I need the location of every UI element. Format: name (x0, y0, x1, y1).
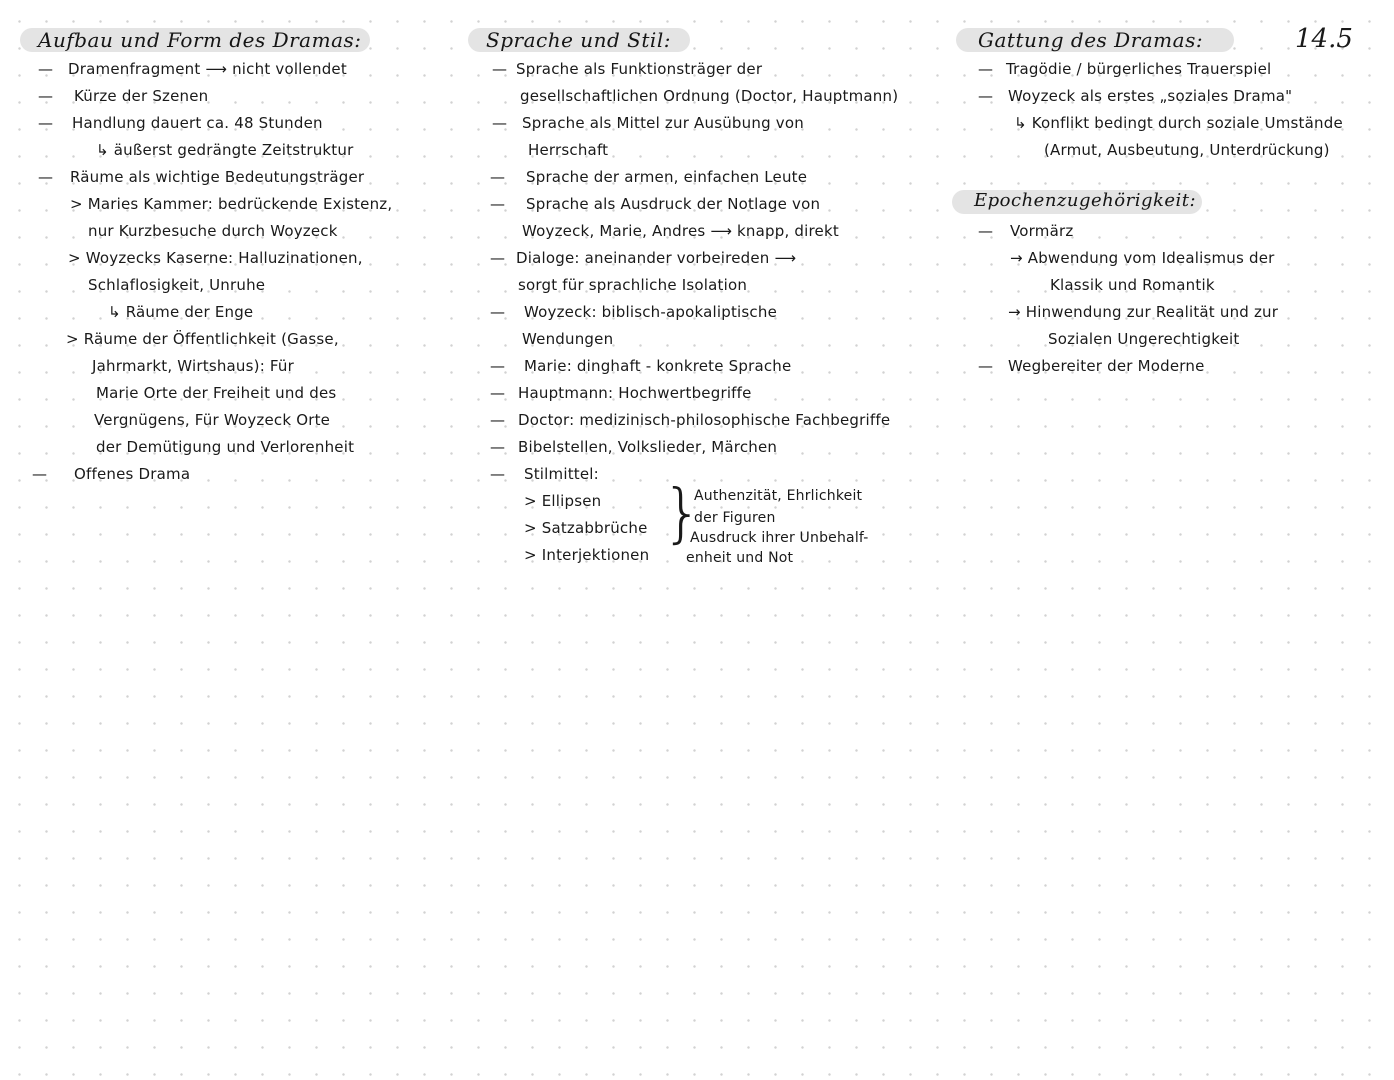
note-line: Sozialen Ungerechtigkeit (1048, 330, 1240, 348)
bullet-dash: — (490, 168, 505, 186)
note-line: > Ellipsen (524, 492, 602, 510)
note-line: Sprache der armen, einfachen Leute (526, 168, 808, 186)
note-line: > Räume der Öffentlichkeit (Gasse, (66, 330, 339, 348)
note-line: Bibelstellen, Volkslieder, Märchen (518, 438, 778, 456)
bullet-dash: — (490, 249, 505, 267)
brace-note-line: Ausdruck ihrer Unbehalf- (690, 530, 869, 546)
bullet-dash: — (490, 438, 505, 456)
note-line: > Interjektionen (524, 546, 650, 564)
bullet-dash: — (978, 60, 993, 78)
note-line: Woyzeck als erstes „soziales Drama" (1008, 87, 1293, 105)
note-line: → Hinwendung zur Realität und zur (1008, 303, 1279, 321)
note-line: ↳ äußerst gedrängte Zeitstruktur (96, 141, 354, 159)
note-line: Doctor: medizinisch-philosophische Fachbegriffe (518, 411, 891, 429)
bullet-dash: — (38, 60, 53, 78)
note-line: Dramenfragment ⟶ nicht vollendet (68, 60, 347, 78)
bullet-dash: — (978, 87, 993, 105)
bullet-dash: — (490, 384, 505, 402)
note-line: Dialoge: aneinander vorbeireden ⟶ (516, 249, 797, 267)
note-line: Offenes Drama (74, 465, 191, 483)
note-line: → Abwendung vom Idealismus der (1010, 249, 1275, 267)
note-line: > Satzabbrüche (524, 519, 648, 537)
note-line: Marie: dinghaft - konkrete Sprache (524, 357, 792, 375)
page-number: 14.5 (1295, 24, 1353, 54)
note-line: Handlung dauert ca. 48 Stunden (72, 114, 323, 132)
note-line: ↳ Konflikt bedingt durch soziale Umstände (1014, 114, 1343, 132)
note-line: sorgt für sprachliche Isolation (518, 276, 748, 294)
note-line: der Demütigung und Verlorenheit (96, 438, 355, 456)
bullet-dash: — (490, 411, 505, 429)
bullet-dash: — (38, 114, 53, 132)
bullet-dash: — (492, 114, 507, 132)
note-line: > Woyzecks Kaserne: Halluzinationen, (68, 249, 363, 267)
note-line: Tragödie / bürgerliches Trauerspiel (1006, 60, 1272, 78)
brace-note-line: der Figuren (694, 510, 776, 526)
note-line: Vormärz (1010, 222, 1074, 240)
brace-note-line: Authenzität, Ehrlichkeit (694, 488, 863, 504)
bullet-dash: — (38, 168, 53, 186)
bullet-dash: — (978, 357, 993, 375)
bullet-dash: — (38, 87, 53, 105)
note-line: Kürze der Szenen (74, 87, 209, 105)
note-line: Sprache als Ausdruck der Notlage von (526, 195, 821, 213)
brace-note-line: enheit und Not (686, 550, 794, 566)
note-line: Sprache als Funktionsträger der (516, 60, 763, 78)
note-line: Klassik und Romantik (1050, 276, 1215, 294)
bullet-dash: — (32, 465, 47, 483)
note-line: Räume als wichtige Bedeutungsträger (70, 168, 365, 186)
note-line: Hauptmann: Hochwertbegriffe (518, 384, 752, 402)
bullet-dash: — (492, 60, 507, 78)
heading-epoche: Epochenzugehörigkeit: (974, 190, 1197, 211)
bullet-dash: — (490, 465, 505, 483)
note-line: Woyzeck: biblisch-apokaliptische (524, 303, 777, 321)
note-line: Vergnügens, Für Woyzeck Orte (94, 411, 331, 429)
note-line: Schlaflosigkeit, Unruhe (88, 276, 266, 294)
note-line: Wegbereiter der Moderne (1008, 357, 1205, 375)
bullet-dash: — (490, 357, 505, 375)
bullet-dash: — (490, 195, 505, 213)
note-line: Herrschaft (528, 141, 609, 159)
note-line: Marie Orte der Freiheit und des (96, 384, 337, 402)
note-line: (Armut, Ausbeutung, Unterdrückung) (1044, 141, 1330, 159)
note-line: Stilmittel: (524, 465, 599, 483)
note-line: Sprache als Mittel zur Ausübung von (522, 114, 804, 132)
note-line: ↳ Räume der Enge (108, 303, 254, 321)
heading-sprache: Sprache und Stil: (486, 28, 671, 52)
note-line: nur Kurzbesuche durch Woyzeck (88, 222, 338, 240)
bullet-dash: — (490, 303, 505, 321)
note-line: Wendungen (522, 330, 614, 348)
note-line: Jahrmarkt, Wirtshaus): Für (92, 357, 295, 375)
heading-gattung: Gattung des Dramas: (978, 28, 1204, 52)
note-line: gesellschaftlichen Ordnung (Doctor, Hauptmann) (520, 87, 899, 105)
bullet-dash: — (978, 222, 993, 240)
heading-aufbau: Aufbau und Form des Dramas: (38, 28, 362, 52)
curly-brace: } (662, 477, 703, 551)
note-line: Woyzeck, Marie, Andres ⟶ knapp, direkt (522, 222, 839, 240)
note-line: > Maries Kammer: bedrückende Existenz, (70, 195, 393, 213)
